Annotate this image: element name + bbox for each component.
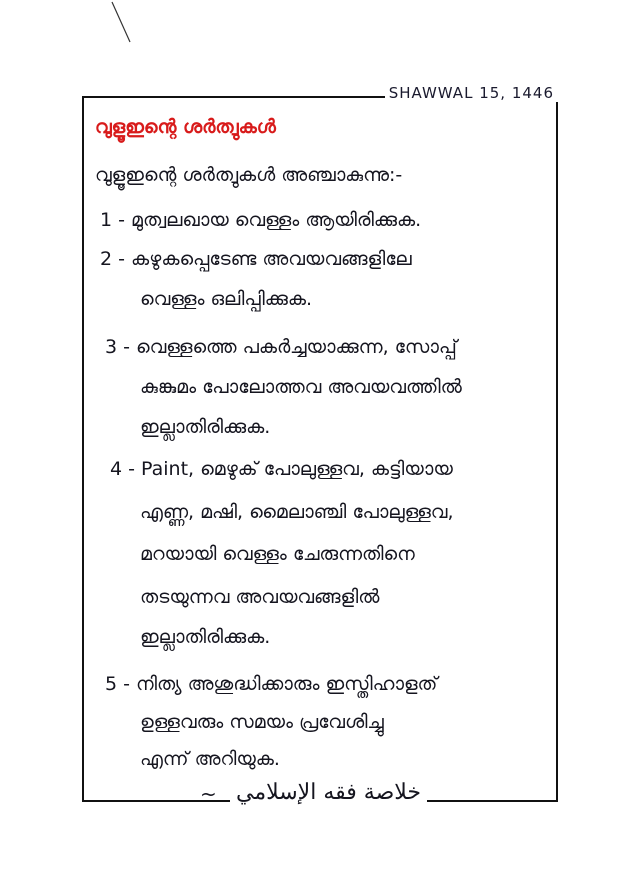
footer-arabic: خلاصة فقه الإسلامي — [230, 780, 427, 805]
text-line: ഇല്ലാതിരിക്കുക. — [140, 416, 271, 438]
intro-line: വുളൂഇന്റെ ശർത്വുകൾ അഞ്ചാകുന്നു:- — [95, 164, 403, 186]
text-line: 2 - കഴുകപ്പെടേണ്ട അവയവങ്ങളിലേ — [100, 248, 412, 270]
text-line: 4 - Paint, മെഴുക് പോലുള്ളവ, കട്ടിയായ — [110, 458, 453, 480]
date-stamp: SHAWWAL 15, 1446 — [385, 84, 558, 102]
text-line: തടയുന്നവ അവയവങ്ങളിൽ — [140, 586, 380, 608]
page-frame — [82, 96, 558, 802]
text-line: മറയായി വെള്ളം ചേരുന്നതിനെ — [140, 543, 415, 565]
text-line: 3 - വെള്ളത്തെ പകർച്ചയാക്കുന്ന, സോപ്പ് — [105, 336, 457, 358]
text-line: വെള്ളം ഒലിപ്പിക്കുക. — [140, 288, 313, 310]
text-line: 1 - മുത്വലഖായ വെള്ളം ആയിരിക്കുക. — [100, 209, 422, 231]
footer-mark: ~ — [200, 782, 217, 806]
text-line: എന്ന് അറിയുക. — [140, 748, 280, 770]
text-line: ഉള്ളവരും സമയം പ്രവേശിച്ചു — [140, 711, 384, 733]
text-line: എണ്ണ, മഷി, മൈലാഞ്ചി പോലുള്ളവ, — [140, 501, 454, 523]
page-title: വുളൂഇന്റെ ശർത്വുകൾ — [95, 116, 276, 138]
text-line: കുങ്കുമം പോലോത്തവ അവയവത്തിൽ — [140, 376, 462, 398]
text-line: 5 - നിത്യ അശുദ്ധിക്കാരും ഇസ്തിഹാളത് — [105, 673, 438, 695]
text-line: ഇല്ലാതിരിക്കുക. — [140, 626, 271, 648]
